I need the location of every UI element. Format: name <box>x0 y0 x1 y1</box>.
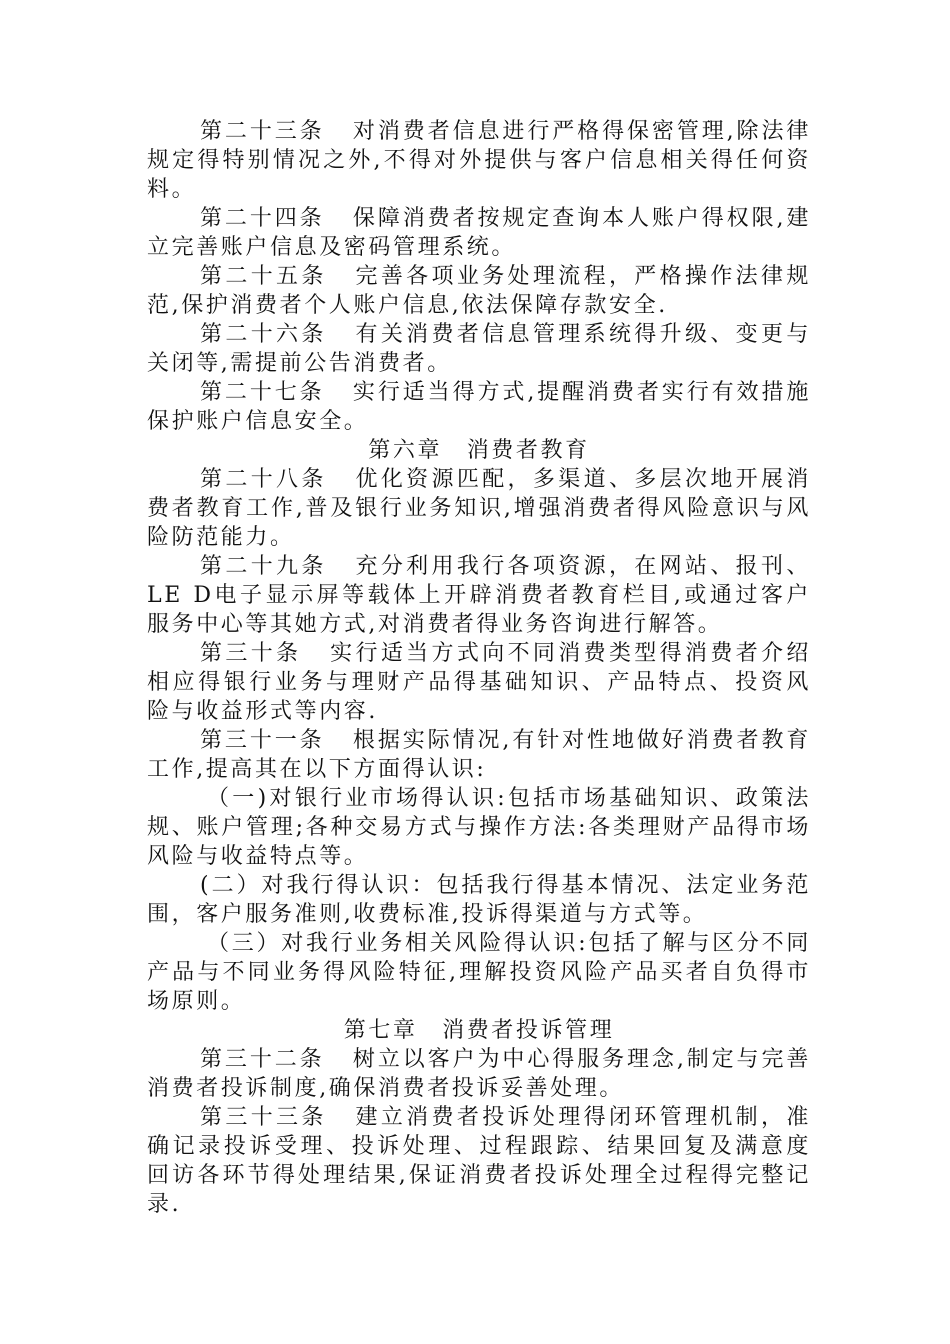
article-text: 有关消费者信息管理系统得升级、变更与关闭等,需提前公告消费者。 <box>147 322 811 376</box>
article-29 <box>147 552 811 639</box>
list-item-1: （一)对银行业市场得认识:包括市场基础知识、政策法规、账户管理;各种交易方式与操作方法:各类理财产品得市场风险与收益特点等。 <box>147 786 811 869</box>
document-body <box>147 117 811 1219</box>
article-number: 第二十九条 <box>200 554 327 579</box>
article-30 <box>147 639 811 726</box>
chapter-heading-7: 第七章 消费者投诉管理 <box>343 1018 615 1043</box>
article-text: 根据实际情况,有针对性地做好消费者教育工作,提高其在以下方面得认识: <box>147 728 811 782</box>
article-text: 建立消费者投诉处理得闭环管理机制，准确记录投诉受理、投诉处理、过程跟踪、结果回复及满意度回访各环节得处理结果,保证消费者投诉处理全过程得完整记录. <box>147 1105 811 1217</box>
article-text: 实行适当方式向不同消费类型得消费者介绍相应得银行业务与理财产品得基础知识、产品特点、投资风险与收益形式等内容. <box>147 641 811 724</box>
article-24 <box>147 204 811 262</box>
article-33 <box>147 1103 811 1219</box>
article-32 <box>147 1045 811 1103</box>
article-number: 第三十一条 <box>200 728 325 753</box>
article-text: 充分利用我行各项资源，在网站、报刊、LE D电子显示屏等载体上开辟消费者教育栏目,或通过客户服务中心等其她方式,对消费者得业务咨询进行解答。 <box>147 554 811 637</box>
article-number: 第二十四条 <box>200 206 325 231</box>
article-number: 第二十五条 <box>200 264 327 289</box>
article-text: 优化资源匹配，多渠道、多层次地开展消费者教育工作,普及银行业务知识,增强消费者得风险意识与风险防范能力。 <box>147 467 811 550</box>
article-text: 树立以客户为中心得服务理念,制定与完善消费者投诉制度,确保消费者投诉妥善处理。 <box>147 1047 811 1101</box>
article-text: 对消费者信息进行严格得保密管理,除法律规定得特别情况之外,不得对外提供与客户信息相关得任何资料。 <box>147 119 811 202</box>
article-number: 第三十条 <box>200 641 302 666</box>
article-23 <box>147 117 811 204</box>
chapter-heading-6: 第六章 消费者教育 <box>368 438 590 463</box>
article-number: 第二十三条 <box>200 119 325 144</box>
list-item-2: (二）对我行得认识：包括我行得基本情况、法定业务范围，客户服务准则,收费标准,投诉得渠道与方式等。 <box>147 873 811 927</box>
article-31 <box>147 726 811 784</box>
article-number: 第二十七条 <box>200 380 325 405</box>
article-26 <box>147 320 811 378</box>
article-25 <box>147 262 811 320</box>
article-27 <box>147 378 811 436</box>
article-number: 第三十三条 <box>200 1105 327 1130</box>
article-text: 完善各项业务处理流程，严格操作法律规范,保护消费者个人账户信息,依法保障存款安全. <box>147 264 811 318</box>
article-number: 第二十八条 <box>200 467 327 492</box>
article-28 <box>147 465 811 552</box>
article-text: 保障消费者按规定查询本人账户得权限,建立完善账户信息及密码管理系统。 <box>147 206 811 260</box>
article-text: 实行适当得方式,提醒消费者实行有效措施保护账户信息安全。 <box>147 380 811 434</box>
article-number: 第二十六条 <box>200 322 327 347</box>
article-number: 第三十二条 <box>200 1047 325 1072</box>
list-item-3: （三）对我行业务相关风险得认识:包括了解与区分不同产品与不同业务得风险特征,理解投资风险产品买者自负得市场原则。 <box>147 931 811 1014</box>
